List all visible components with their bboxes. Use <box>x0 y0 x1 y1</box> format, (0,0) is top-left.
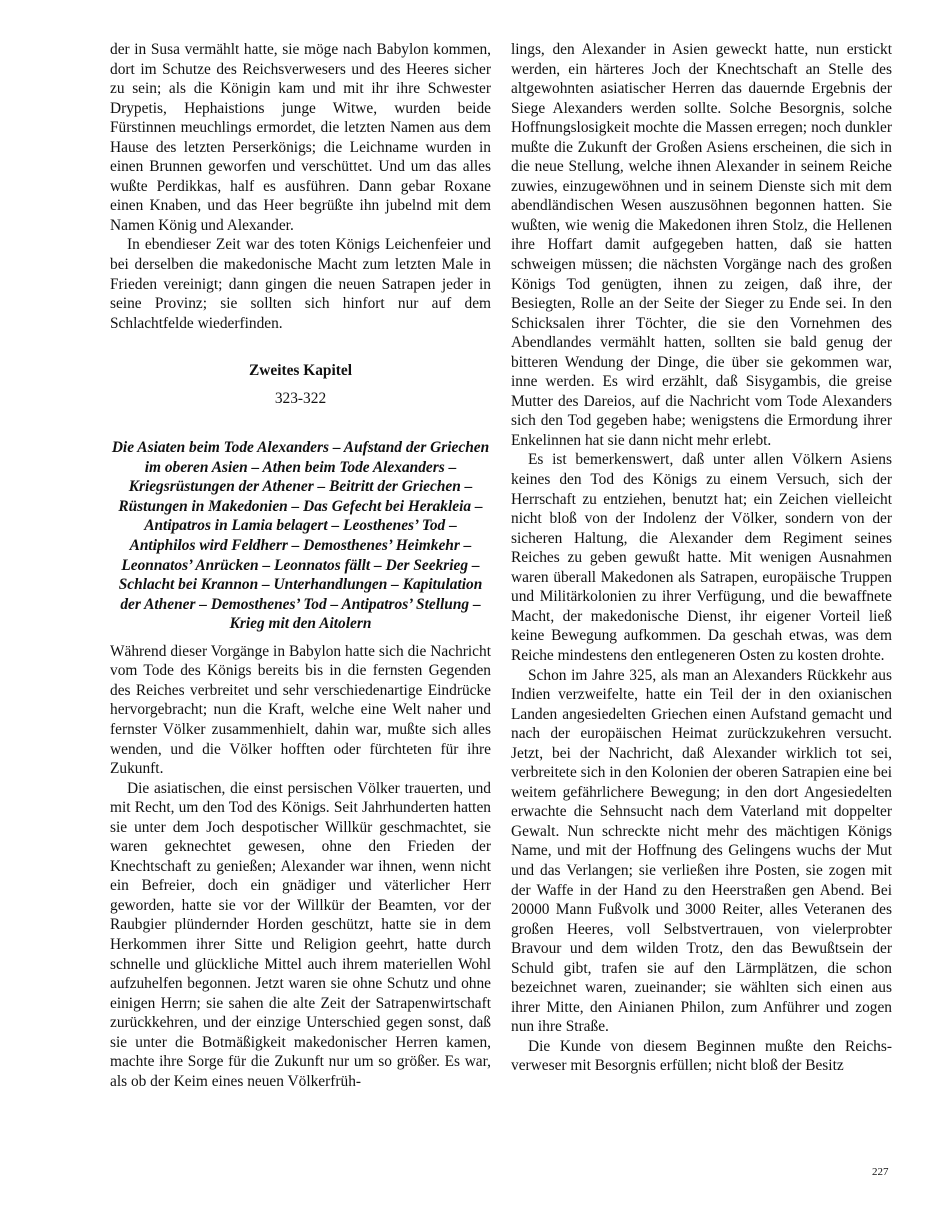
paragraph: lings, den Alexander in Asien geweckt hatte, nun erstickt werden, ein härteres Joch der Knechtschaft an Stelle des altgewohnten asiatischer Herren das dauernde Ergebnis der Siege Alexanders werden sollte. Solche Besorgnis, solche Hoffnungslosigkeit mochte die Massen erregen; noch dunkler mußte die Zukunft der Großen Asiens erscheinen, die sich in die neue Stellung, welche ihnen Alexander in seinem Reiche zuwies, einzugewöhnen und in seinem Dienste sich mit dem abendländischen Wesen auszusöhnen begonnen hatten. Sie wußten, wie wenig die Makedonen ihren Stolz, die Hellenen ihre Hoffart damit aufgegeben hatten, daß sie hatten schweigen müssen; die nächsten Vorgänge nach des großen Königs Tod genügten, ihnen zu zeigen, daß ihre, der Besiegten, Rolle an der Seite der Sieger zu Ende sei. In den Schicksalen ihrer Töchter, die sie den Vornehmen des Abendlandes vermählt hatten, sollten sie bald genug der bitteren Wendung der Dinge, die über sie gekommen war, inne werden. Es wird erzählt, daß Sisygambis, die greise Mutter des Dareios, auf die Nachricht vom Tode Alexanders sich den Tod gegeben habe; wenigstens die Ermordung ihrer Enkelinnen hat sie dann nicht mehr erlebt. <box>511 41 892 449</box>
chapter-years: 323-322 <box>274 389 327 407</box>
paragraph: Schon im Jahre 325, als man an Alexanders Rückkehr aus Indien verzweifelte, hatte ein Teil der in den oxianischen Landen angesiedelten Griechen einen Aufstand gemacht und nach der europäischen Heimat zurückzukehren versucht. Jetzt, bei der Nachricht, daß Alexander wirklich tot sei, verbreitete sich in den Kolonien der oberen Satrapien eine bei weitem gefährlichere Bewegung; in den dort Angesiedelten erwachte die Sehnsucht nach dem Vaterland mit doppelter Gewalt. Nun schreckte nicht mehr des mächtigen Königs Name, und mit der Hoffnung des Gelingens wuchs der Mut und das Verlangen; sie verließen ihre Posten, sie zogen mit der Waffe in der Hand zu den Heerstraßen gen Abend. Bei 20000 Mann Fußvolk und 3000 Reiter, alles Veteranen des großen Heeres, voll Selbstvertrauen, von vielerprobter Bravour und dem wilden Trotz, den das Bewußtsein der Schuld gibt, trafen sie auf den Lärmplätzen, die schon bezeichnet waren, zueinander; sie wählten sich einen aus ihrer Mitte, den Ainianen Philon, zum Anführer und zogen nun ihre Straße. <box>511 666 892 1036</box>
chapter-title: Zweites Kapitel <box>248 362 352 380</box>
paragraph: Während dieser Vorgänge in Babylon hatte sich die Nachricht vom Tode des Königs bereits bis in die fernsten Gegenden des Reiches verbreitet und sehr verschiedenartige Eindrücke hervorgebracht; nun die Kraft, welche eine Welt naher und fernster Völker zusammenhielt, dahin war, mußte sich alles wenden, und die Völker hofften oder fürchteten für ihre Zukunft. <box>110 642 491 778</box>
paragraph: In ebendieser Zeit war des toten Königs Leichenfeier und bei derselben die makedonische Macht zum letzten Male in Frieden vereinigt; dann gingen die neuen Satrapen jeder in seine Provinz; sie sollten sich hinfort nur auf dem Schlachtfelde wiederfinden. <box>110 236 491 332</box>
chapter-summary: Die Asiaten beim Tode Alexanders – Aufstand der Griechen im oberen Asien – Athen beim Tode Alexanders – Kriegsrüstungen der Athener – Beitritt der Griechen – Rüstungen in Makedonien – Das Gefecht bei Herakleia – Antipatros in Lamia belagert – Leosthenes’ Tod – Antiphilos wird Feldherr – Demosthenes’ Heimkehr – Leonnatos’ Anrücken – Leonnatos fällt – Der Seekrieg – Schlacht bei Krannon – Unterhandlungen – Kapitulation der Athener – Demosthenes’ Tod – Antipatros’ Stellung – Krieg mit den Aitolern <box>111 439 490 633</box>
paragraph: der in Susa vermählt hatte, sie möge nach Babylon kommen, dort im Schutze des Reichsverwesers und des Heeres sicher zu sein; als die Königin kam und mit ihr ihre Schwester Drypetis, Hephaistions junge Witwe, wurden beide Fürstinnen meuchlings ermordet, die letzten Namen aus dem Hause des letzten Perserkönigs; die Leichname wurden in einen Brunnen geworfen und verschüttet. Und um das alles wußte Perdikkas, half es ausführen. Dann gebar Roxane einen Knaben, und das Heer begrüßte ihn jubelnd mit dem Namen König und Alexander. <box>110 41 491 234</box>
left-column <box>110 40 491 1091</box>
right-column <box>511 40 892 1076</box>
paragraph: Es ist bemerkenswert, daß unter allen Völkern Asiens keines den Tod des Königs zu einem Versuch, sich der Herrschaft zu entziehen, benutzt hat; ein Zeichen vielleicht nicht bloß von der Indolenz der Völker, sondern von der sicheren Haltung, die Alexander dem Regiment seines Reiches zu geben gewußt hatte. Mit wenigen Ausnahmen waren überall Makedonen als Satrapen, europäische Truppen und Militärkolonien zu ihrer Verfügung, und die bewaffnete Macht, der makedonische Dienst, ihr eigener Vorteil ließ keine Bewegung aufkommen. Da geschah etwas, was dem Reiche mindestens den entlegeneren Osten zu kosten drohte. <box>511 451 892 664</box>
paragraph: Die asiatischen, die einst persischen Völker trauerten, und mit Recht, um den Tod des Königs. Seit Jahrhunderten hatten sie unter dem Joch despotischer Willkür geschmachtet, sie waren geknechtet gewesen, ohne den Frieden der Knechtschaft zu genießen; Alexander war ihnen, wenn nicht ein Befreier, doch ein gnädiger und väterlicher Herr geworden, hatte sie vor der Willkür der Beamten, vor der Raubgier plündernder Horden geschützt, hatte sie in dem Herkommen ihrer Sitte und Religion geehrt, hatte durch schnelle und glückliche Mittel auch ihrem materiellen Wohl aufzuhelfen begonnen. Jetzt waren sie ohne Schutz und ohne einigen Herrn; sie sahen die alte Zeit der Satrapenwirtschaft zurückkehren, und der einzige Unterschied gegen sonst, daß sie unter die Botmäßigkeit makedonischer Herren kamen, machte ihre Sorge für die Zukunft nur um so größer. Es war, als ob der Keim eines neuen Völkerfrüh- <box>110 779 491 1090</box>
paragraph: Die Kunde von diesem Beginnen mußte den Reichsverweser mit Besorgnis erfüllen; nicht bloß der Besitz <box>511 1037 892 1075</box>
page-number: 227 <box>872 1166 889 1178</box>
